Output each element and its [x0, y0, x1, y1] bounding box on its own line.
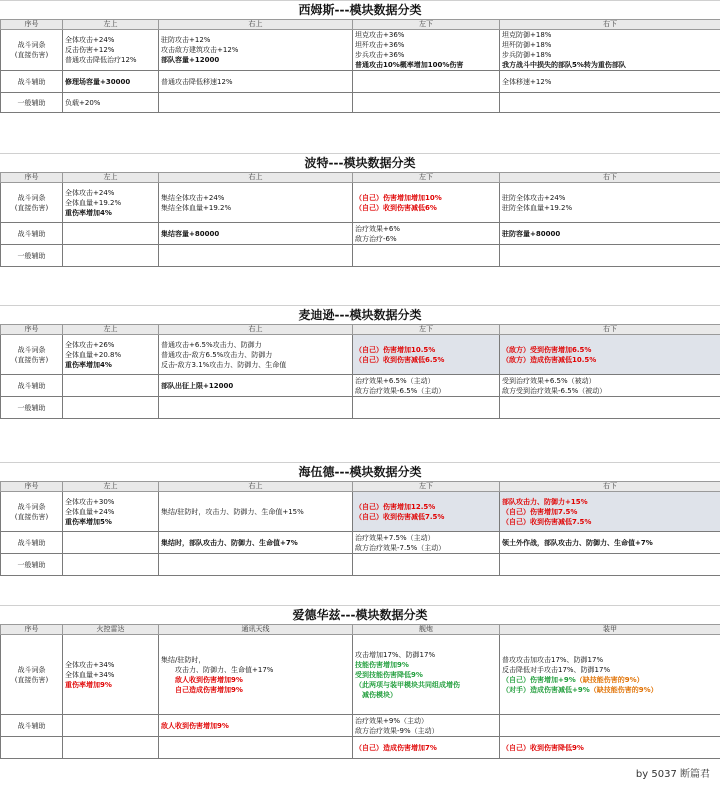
- cell-line: （自己）收到伤害降低9%: [502, 743, 584, 752]
- column-header: 序号: [1, 482, 63, 492]
- cell-line: 全体移速+12%: [502, 77, 552, 86]
- cell-line: 驻防全体攻击+24%: [502, 193, 566, 202]
- cell-line: 全体血量+34%: [65, 670, 115, 679]
- column-header: 左上: [63, 482, 159, 492]
- cell-line: 重伤率增加9%: [65, 680, 112, 689]
- cell-line: 敌方治疗效果-6.5%（主动）: [355, 386, 446, 395]
- data-cell: [63, 183, 159, 223]
- table-row: [1, 397, 720, 419]
- cell-line: 攻击敌方建筑攻击+12%: [161, 46, 239, 54]
- cell-line: 攻击增加17%、防御17%: [355, 650, 436, 659]
- data-cell: [500, 737, 720, 759]
- cell-line: 普攻攻击加攻击17%、防御17%: [502, 655, 604, 664]
- cell-line: 部队攻击力、防御力+15%: [502, 497, 588, 506]
- cell-line: 集结全体血量+19.2%: [161, 203, 232, 212]
- data-cell: [353, 183, 500, 223]
- cell-line: 集结时，部队攻击力、防御力、生命值+7%: [161, 538, 298, 547]
- cell-line: （自己）收到伤害减低7.5%: [502, 517, 592, 526]
- cell-line: （自己）伤害增加12.5%: [355, 502, 436, 511]
- row-label-text: 一般辅助: [17, 251, 46, 260]
- column-header: 左上: [63, 325, 159, 335]
- data-cell: [63, 397, 159, 419]
- row-label-text: 战斗词条: [17, 345, 46, 354]
- column-header: 装甲: [500, 625, 720, 635]
- row-label-text: 战斗辅助: [17, 229, 46, 238]
- data-cell: [353, 245, 500, 267]
- column-header: 左下: [353, 173, 500, 183]
- cell-line: 反击伤害+12%: [65, 46, 115, 54]
- row-label-text: (直接伤害): [14, 203, 49, 212]
- data-cell: [159, 245, 353, 267]
- data-cell: [159, 492, 353, 532]
- cell-line: 全体攻击+24%: [65, 36, 115, 44]
- data-cell: [159, 715, 353, 737]
- data-cell: [500, 71, 720, 93]
- row-label: [1, 93, 63, 113]
- data-cell: [353, 492, 500, 532]
- table-row: [1, 183, 720, 223]
- data-cell: [500, 245, 720, 267]
- module-section: [0, 305, 720, 419]
- cell-line: 我方战斗中损失的部队5%转为重伤部队: [502, 61, 626, 69]
- section-title: 麦迪逊---模块数据分类: [0, 305, 720, 324]
- cell-line: 驻防攻击+12%: [161, 36, 211, 44]
- table-row: [1, 715, 720, 737]
- data-cell: [353, 71, 500, 93]
- cell-line: 治疗效果+6%: [355, 224, 400, 233]
- cell-line: （敌方）造成伤害减低10.5%: [502, 355, 597, 364]
- cell-line: 普通攻击+6.5%攻击力、防御力: [161, 340, 262, 349]
- cell-line: 治疗效果+6.5%（主动）: [355, 376, 435, 385]
- table-row: [1, 245, 720, 267]
- module-section: [0, 462, 720, 576]
- row-label-text: 一般辅助: [17, 560, 46, 569]
- data-cell: [63, 375, 159, 397]
- data-cell: [353, 93, 500, 113]
- module-table: [0, 324, 720, 419]
- row-label: [1, 635, 63, 715]
- cell-line: 敌方受到治疗效果-6.5%（被动）: [502, 386, 607, 395]
- data-cell: [500, 554, 720, 576]
- row-label: [1, 335, 63, 375]
- row-label-text: 战斗词条: [17, 41, 46, 49]
- row-label: [1, 737, 63, 759]
- cell-line: 治疗效果+9%（主动）: [355, 716, 428, 725]
- cell-line: 受到技能伤害降低9%: [355, 670, 423, 679]
- cell-line: 全体攻击+34%: [65, 660, 115, 669]
- column-header: 左上: [63, 20, 159, 30]
- cell-line: 受到治疗效果+6.5%（被动）: [502, 376, 596, 385]
- data-cell: [159, 532, 353, 554]
- cell-line: （自己）伤害增加7.5%: [502, 507, 578, 516]
- row-label: [1, 30, 63, 71]
- data-cell: [159, 183, 353, 223]
- column-header: 序号: [1, 20, 63, 30]
- table-row: [1, 492, 720, 532]
- module-table: [0, 624, 720, 759]
- cell-line: 重伤率增加5%: [65, 517, 112, 526]
- cell-line: 领土外作战，部队攻击力、防御力、生命值+7%: [502, 538, 653, 547]
- data-cell: [159, 30, 353, 71]
- cell-line: 驻防全体血量+19.2%: [502, 203, 573, 212]
- cell-line: 集结/驻防时，攻击力、防御力、生命值+15%: [161, 507, 304, 516]
- row-label: [1, 492, 63, 532]
- cell-line: 全体血量+20.8%: [65, 350, 122, 359]
- row-label-text: 战斗词条: [17, 502, 46, 511]
- cell-line: 修理场容量+30000: [65, 77, 131, 86]
- row-label-text: 一般辅助: [17, 403, 46, 412]
- cell-line: 全体攻击+24%: [65, 188, 115, 197]
- table-row: [1, 554, 720, 576]
- cell-line: 敌方治疗效果-9%（主动）: [355, 726, 439, 735]
- data-cell: [500, 715, 720, 737]
- data-cell: [500, 93, 720, 113]
- data-cell: [63, 554, 159, 576]
- table-row: [1, 375, 720, 397]
- cell-line: 自己造成伤害增加9%: [161, 685, 243, 694]
- cell-line: 普通攻击降低治疗12%: [65, 56, 137, 64]
- cell-line: 反击-敌方3.1%攻击力、防御力、生命值: [161, 360, 287, 369]
- cell-line: （自己）收到伤害减低7.5%: [355, 512, 445, 521]
- column-header: 序号: [1, 173, 63, 183]
- row-label: [1, 397, 63, 419]
- row-label-text: 战斗辅助: [17, 721, 46, 730]
- cell-line: 坦克防御+18%: [502, 31, 552, 39]
- cell-line: 全体攻击+30%: [65, 497, 115, 506]
- cell-line: 技能伤害增加9%: [355, 660, 409, 669]
- data-cell: [63, 492, 159, 532]
- data-cell: [63, 30, 159, 71]
- cell-line: （自己）造成伤害增加7%: [355, 743, 437, 752]
- cell-line: 减伤模块）: [355, 690, 397, 699]
- table-row: [1, 93, 720, 113]
- row-label-text: 战斗辅助: [17, 538, 46, 547]
- cell-line: （敌方）受到伤害增加6.5%: [502, 345, 592, 354]
- column-header: 通讯天线: [159, 625, 353, 635]
- header-row: [1, 625, 720, 635]
- table-row: [1, 335, 720, 375]
- data-cell: [353, 223, 500, 245]
- column-header: 右上: [159, 482, 353, 492]
- column-header: 序号: [1, 325, 63, 335]
- column-header: 左下: [353, 20, 500, 30]
- data-cell: [500, 223, 720, 245]
- cell-line: （此两项与装甲模块共同组成增伤: [355, 680, 460, 689]
- row-label-text: 战斗词条: [17, 665, 46, 674]
- table-row: [1, 30, 720, 71]
- data-cell: [63, 715, 159, 737]
- data-cell: [500, 397, 720, 419]
- data-cell: [500, 30, 720, 71]
- module-table: [0, 481, 720, 576]
- data-cell: [353, 635, 500, 715]
- module-section: [0, 605, 720, 759]
- data-cell: [159, 93, 353, 113]
- data-cell: [63, 93, 159, 113]
- data-cell: [159, 375, 353, 397]
- section-title: 爱德华兹---模块数据分类: [0, 605, 720, 624]
- row-label-text: (直接伤害): [14, 51, 49, 59]
- cell-line: 部队容量+12000: [161, 56, 220, 64]
- cell-line: 坦克攻击+36%: [355, 31, 405, 39]
- cell-line: 全体攻击+26%: [65, 340, 115, 349]
- data-cell: [159, 554, 353, 576]
- cell-line: （自己）伤害增加10.5%: [355, 345, 436, 354]
- section-title: 西姆斯---模块数据分类: [0, 0, 720, 19]
- header-row: [1, 482, 720, 492]
- row-label: [1, 223, 63, 245]
- module-table: [0, 19, 720, 113]
- row-label: [1, 183, 63, 223]
- cell-line: 攻击力、防御力、生命值+17%: [161, 665, 274, 674]
- cell-line: 普通攻击降低移速12%: [161, 77, 233, 86]
- cell-line: 敌方治疗-6%: [355, 234, 397, 243]
- cell-line: （对手）造成伤害减低+9%（缺技能伤害的9%）: [502, 685, 658, 694]
- column-header: 右上: [159, 20, 353, 30]
- row-label: [1, 71, 63, 93]
- column-header: 火控雷达: [63, 625, 159, 635]
- module-section: [0, 0, 720, 113]
- row-label: [1, 532, 63, 554]
- data-cell: [159, 737, 353, 759]
- header-row: [1, 20, 720, 30]
- table-row: [1, 737, 720, 759]
- row-label-text: (直接伤害): [14, 675, 49, 684]
- data-cell: [500, 532, 720, 554]
- row-label-text: 战斗词条: [17, 193, 46, 202]
- data-cell: [500, 183, 720, 223]
- cell-line: 步兵攻击+36%: [355, 51, 405, 59]
- header-row: [1, 325, 720, 335]
- cell-line: 普通攻击10%概率增加100%伤害: [355, 61, 464, 69]
- module-section: [0, 153, 720, 267]
- data-cell: [63, 245, 159, 267]
- column-header: 左上: [63, 173, 159, 183]
- cell-line: 集结/驻防时，: [161, 655, 206, 664]
- module-table: [0, 172, 720, 267]
- data-cell: [353, 397, 500, 419]
- data-cell: [353, 335, 500, 375]
- data-cell: [159, 223, 353, 245]
- cell-line: 驻防容量+80000: [502, 229, 561, 238]
- column-header: 右上: [159, 325, 353, 335]
- data-cell: [500, 335, 720, 375]
- cell-line: 集结全体攻击+24%: [161, 193, 225, 202]
- column-header: 右下: [500, 482, 720, 492]
- column-header: 序号: [1, 625, 63, 635]
- row-label-text: (直接伤害): [14, 512, 49, 521]
- data-cell: [63, 532, 159, 554]
- data-cell: [63, 223, 159, 245]
- data-cell: [63, 71, 159, 93]
- row-label-text: 一般辅助: [17, 98, 46, 107]
- column-header: 舰炮: [353, 625, 500, 635]
- table-row: [1, 71, 720, 93]
- cell-line: 治疗效果+7.5%（主动）: [355, 533, 435, 542]
- data-cell: [353, 737, 500, 759]
- column-header: 右下: [500, 173, 720, 183]
- author-credit: by 5037 断篇君: [635, 769, 710, 780]
- cell-line: 坦歼攻击+36%: [355, 41, 405, 49]
- cell-line: 坦歼防御+18%: [502, 41, 552, 49]
- cell-line: 重伤率增加4%: [65, 360, 112, 369]
- column-header: 右上: [159, 173, 353, 183]
- data-cell: [159, 635, 353, 715]
- data-cell: [159, 71, 353, 93]
- row-label: [1, 375, 63, 397]
- cell-line: 集结容量+80000: [161, 229, 220, 238]
- data-cell: [63, 737, 159, 759]
- cell-line: （自己）收到伤害减低6%: [355, 203, 437, 212]
- data-cell: [500, 375, 720, 397]
- data-cell: [353, 715, 500, 737]
- column-header: 左下: [353, 482, 500, 492]
- section-title: 海伍德---模块数据分类: [0, 462, 720, 481]
- row-label-text: 战斗辅助: [17, 381, 46, 390]
- header-row: [1, 173, 720, 183]
- cell-line: 敌人收到伤害增加9%: [161, 675, 243, 684]
- data-cell: [159, 397, 353, 419]
- cell-line: （自己）收到伤害减低6.5%: [355, 355, 445, 364]
- cell-line: 敌人收到伤害增加9%: [161, 721, 229, 730]
- cell-line: 负载+20%: [65, 98, 101, 107]
- data-cell: [500, 635, 720, 715]
- data-cell: [63, 335, 159, 375]
- section-title: 波特---模块数据分类: [0, 153, 720, 172]
- data-cell: [353, 532, 500, 554]
- table-row: [1, 223, 720, 245]
- cell-line: 反击降低对手攻击17%、防御17%: [502, 665, 611, 674]
- cell-line: 敌方治疗效果-7.5%（主动）: [355, 543, 446, 552]
- data-cell: [353, 375, 500, 397]
- row-label: [1, 245, 63, 267]
- column-header: 右下: [500, 20, 720, 30]
- row-label: [1, 715, 63, 737]
- cell-line: 步兵防御+18%: [502, 51, 552, 59]
- table-row: [1, 532, 720, 554]
- data-cell: [353, 30, 500, 71]
- column-header: 左下: [353, 325, 500, 335]
- cell-line: 全体血量+19.2%: [65, 198, 122, 207]
- row-label: [1, 554, 63, 576]
- cell-line: 普通攻击-敌方6.5%攻击力、防御力: [161, 350, 273, 359]
- data-cell: [63, 635, 159, 715]
- data-cell: [500, 492, 720, 532]
- data-cell: [159, 335, 353, 375]
- cell-line: 部队出征上限+12000: [161, 381, 234, 390]
- cell-line: 重伤率增加4%: [65, 208, 112, 217]
- cell-line: （自己）伤害增加增加10%: [355, 193, 442, 202]
- column-header: 右下: [500, 325, 720, 335]
- cell-line: （自己）伤害增加+9%（缺技能伤害的9%）: [502, 675, 644, 684]
- row-label-text: 战斗辅助: [17, 77, 46, 86]
- row-label-text: (直接伤害): [14, 355, 49, 364]
- cell-line: 全体血量+24%: [65, 507, 115, 516]
- data-cell: [353, 554, 500, 576]
- table-row: [1, 635, 720, 715]
